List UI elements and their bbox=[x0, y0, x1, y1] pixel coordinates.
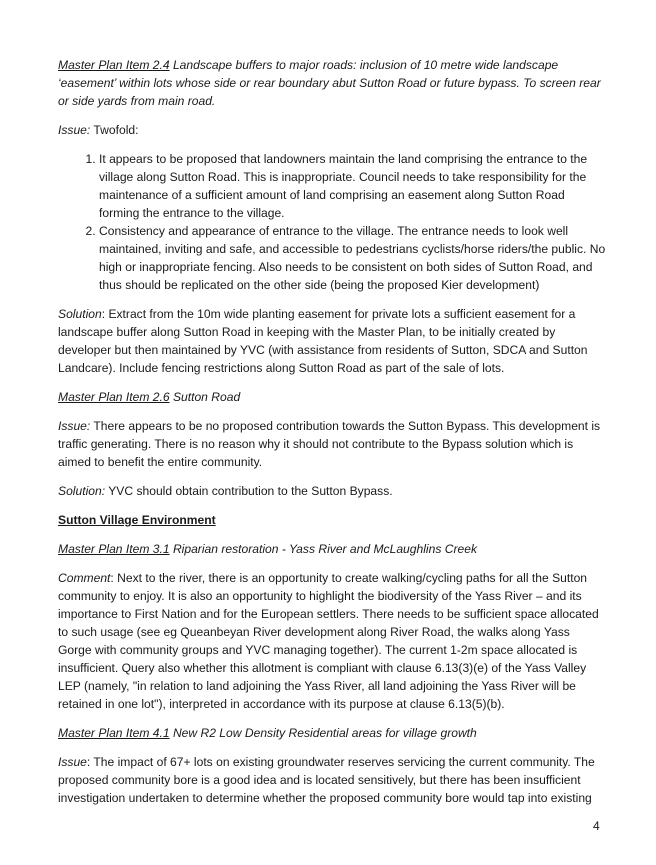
list-item-text: Consistency and appearance of entrance to the village. The entrance needs to look well maintained, inviting and safe, and accessible to pedestrians cyclists/horse riders/the public. No high or inappropriate fencing. Also needs to be consistent on both sides of Sutton Road, and thus should be replicated on the other side (being the proposed Kier development) bbox=[99, 224, 606, 292]
issue-twofold-paragraph bbox=[58, 121, 606, 139]
issue-2-paragraph bbox=[58, 417, 606, 471]
issue-text: There appears to be no proposed contribution towards the Sutton Bypass. This development is traffic generating. There is no reason why it should not contribute to the Bypass solution which is aimed to benefit the entire community. bbox=[58, 419, 601, 469]
item-2-4-ref: Master Plan Item 2.4 bbox=[58, 58, 170, 72]
issue-label: Issue: bbox=[58, 123, 91, 137]
item-4-1-paragraph bbox=[58, 724, 606, 742]
item-2-6-paragraph bbox=[58, 388, 606, 406]
item-2-4-text: Landscape buffers to major roads: inclusion of 10 metre wide landscape ‘easement’ within lots whose side or rear boundary abut Sutton Road or future bypass. To screen rear or side yards from main road. bbox=[58, 58, 601, 108]
document-page bbox=[58, 56, 606, 818]
page-number: 4 bbox=[593, 819, 600, 833]
comment-text: : Next to the river, there is an opportunity to create walking/cycling paths for all the Sutton community to enjoy. It is also an opportunity to highlight the biodiversity of the Yass River – and its importance to First Nation and for the European settlers. There needs to be sufficient space allocated to such usage (see eg Queanbeyan River development along River Road, the walks along Yass Gorge with community groups and YVC managing together). The current 1-2m space allocated is insufficient. Query also whether this allotment is compliant with clause 6.13(3)(e) of the Yass Valley LEP (namely, "in relation to land adjoining the Yass River, all land adjoining the Yass River will be retained in one lot"), interpreted in accordance with its purpose at clause 6.13(5)(b). bbox=[58, 571, 599, 711]
item-2-6-text: Sutton Road bbox=[169, 390, 241, 404]
issue-text: Twofold: bbox=[90, 123, 139, 137]
solution-2-paragraph bbox=[58, 482, 606, 500]
item-4-1-text: New R2 Low Density Residential areas for village growth bbox=[169, 726, 477, 740]
solution-text: : Extract from the 10m wide planting easement for private lots a sufficient easement for a landscape buffer along Sutton Road in keeping with the Master Plan, to be initially created by developer but then maintained by YVC (with assistance from residents of Sutton, SDCA and Sutton Landcare). Include fencing restrictions along Sutton Road as part of the sale of lots. bbox=[58, 307, 588, 375]
solution-label: Solution: bbox=[58, 484, 106, 498]
item-3-1-text: Riparian restoration - Yass River and McLaughlins Creek bbox=[169, 542, 477, 556]
list-item bbox=[99, 222, 606, 294]
item-2-6-ref: Master Plan Item 2.6 bbox=[58, 390, 170, 404]
comment-paragraph bbox=[58, 569, 606, 713]
solution-label: Solution bbox=[58, 307, 102, 321]
section-heading bbox=[58, 511, 606, 529]
issue-list bbox=[58, 150, 606, 294]
solution-text: YVC should obtain contribution to the Sutton Bypass. bbox=[105, 484, 393, 498]
solution-1-paragraph bbox=[58, 305, 606, 377]
item-3-1-paragraph bbox=[58, 540, 606, 558]
list-item bbox=[99, 150, 606, 222]
item-4-1-ref: Master Plan Item 4.1 bbox=[58, 726, 170, 740]
section-heading-text: Sutton Village Environment bbox=[58, 513, 216, 527]
issue-3-paragraph bbox=[58, 753, 606, 807]
list-item-text: It appears to be proposed that landowners maintain the land comprising the entrance to the village along Sutton Road. This is inappropriate. Council needs to take responsibility for the maintenance of a sufficient amount of land comprising an easement along Sutton Road forming the entrance to the village. bbox=[99, 152, 588, 220]
issue-text: : The impact of 67+ lots on existing groundwater reserves servicing the current community. The proposed community bore is a good idea and is located sensitively, but there has been insufficient investigation undertaken to determine whether the proposed community bore would tap into existing bbox=[58, 755, 595, 805]
comment-label: Comment bbox=[58, 571, 111, 585]
item-2-4-paragraph bbox=[58, 56, 606, 110]
item-3-1-ref: Master Plan Item 3.1 bbox=[58, 542, 170, 556]
issue-label: Issue bbox=[58, 755, 87, 769]
issue-label: Issue: bbox=[58, 419, 91, 433]
